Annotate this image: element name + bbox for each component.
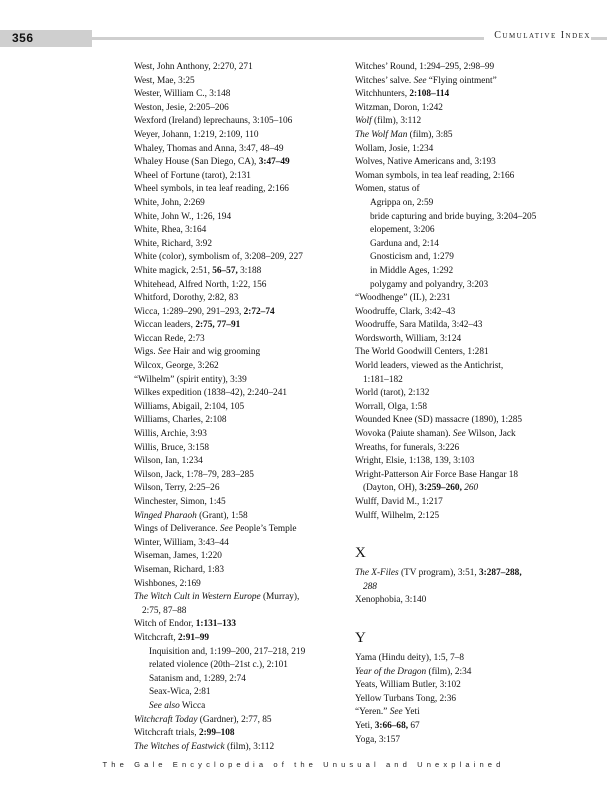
index-entry: Wulff, Wilhelm, 2:125 [355,510,440,521]
index-entry [355,720,591,734]
index-entry [134,306,352,320]
index-entry-part: See [219,524,233,535]
index-entry: Wordsworth, William, 3:124 [355,333,462,344]
index-entry [134,632,352,646]
index-entry: Wexford (Ireland) leprechauns, 3:105–106 [134,116,293,127]
index-entry: Satanism and, 1:289, 2:74 [149,673,246,684]
index-entry-part: (Murray), [260,592,300,603]
index-entry: Witzman, Doron, 1:242 [355,102,443,113]
index-entry: World (tarot), 2:132 [355,388,430,399]
index-entry-part: Hair and wig grooming [170,347,261,358]
index-entry: Wilson, Ian, 1:234 [134,456,203,467]
index-entry: White, John, 2:269 [134,197,205,208]
index-entry-part: Winged Pharaoh [134,510,197,521]
index-entry [355,666,591,680]
index-entry: White (color), symbolism of, 3:208–209, 227 [134,252,303,263]
index-entry-part: Wiccan leaders, [134,320,196,331]
index-entry: Whaley, Thomas and Anna, 3:47, 48–49 [134,143,284,154]
index-entry-part: Wilson, Jack [465,429,516,440]
page-header [0,30,607,47]
index-entry: Wollam, Josie, 1:234 [355,143,434,154]
index-entry: elopement, 3:206 [370,225,435,236]
index-entry [355,567,591,581]
section-title: Cumulative Index [484,30,591,41]
index-entry [134,714,352,728]
index-entry-part: The Witches of Eastwick [134,741,225,752]
index-entry: Inquisition and, 1:199–200, 217–218, 219 [149,646,306,657]
index-entry: Woodruffe, Sara Matilda, 3:42–43 [355,320,483,331]
index-entry-part: 2:108–114 [409,89,450,100]
index-entry: Wright, Elsie, 1:138, 139, 3:103 [355,456,475,467]
index-entry: Garduna and, 2:14 [370,238,439,249]
index-entry [134,727,352,741]
index-entry-part: White magick, 2:51, [134,265,213,276]
index-entry-part: 260 [464,483,479,494]
index-entry: West, Mae, 3:25 [134,75,195,86]
index-entry: Wounded Knee (SD) massacre (1890), 1:285 [355,415,523,426]
index-entry-part: (Grant), 1:58 [196,510,248,521]
index-entry: 1:181–182 [363,374,403,385]
index-entry: Agrippa on, 2:59 [370,197,434,208]
index-entry [355,428,591,442]
index-entry: Seax-Wica, 2:81 [149,687,211,698]
index-entry: Wolves, Native Americans and, 3:193 [355,157,496,168]
page-number: 356 [12,31,34,45]
index-entry: Wulff, David M., 1:217 [355,497,443,507]
index-entry [134,319,352,333]
index-entry: in Middle Ages, 1:292 [370,265,454,276]
index-entry: Gnosticism and, 1:279 [370,252,454,263]
index-column-left [134,61,352,754]
index-entry-part: Yeti [402,707,420,718]
index-entry: Willis, Archie, 3:93 [134,429,207,440]
letter-heading: Y [355,629,366,646]
index-entry-part: The Wolf Man [355,129,408,140]
index-entry: Witches’ Round, 1:294–295, 2:98–99 [355,62,495,72]
index-entry: Williams, Charles, 2:108 [134,415,227,426]
index-entry-part: Witch of Endor, [134,619,196,630]
index-entry [355,129,591,143]
index-entry-part: 3:259–260, [419,483,462,494]
running-footer: The Gale Encyclopedia of the Unusual and Unexplained [102,760,505,769]
index-entry: Wiccan Rede, 2:73 [134,333,205,344]
index-entry: Wheel of Fortune (tarot), 2:131 [134,170,251,181]
index-entry-part: Wovoka (Paiute shaman). [355,429,453,440]
index-entry: Women, status of [355,184,420,195]
index-entry-part: 2:72–74 [243,306,275,317]
index-entry: Wilson, Terry, 2:25–26 [134,483,220,494]
index-entry: White, Rhea, 3:164 [134,225,207,236]
index-entry-part: 3:66–68, [374,720,409,731]
index-entry: Xenophobia, 3:140 [355,595,427,606]
index-entry: Woodruffe, Clark, 3:42–43 [355,306,456,317]
index-entry: Yeats, William Butler, 3:102 [355,680,461,691]
index-entry: polygamy and polyandry, 3:203 [370,279,489,290]
index-entry: “Wilhelm” (spirit entity), 3:39 [134,374,247,385]
index-entry: Yellow Turbans Tong, 2:36 [355,693,457,704]
index-entry-part: 67 [408,720,420,731]
index-entry: Winter, William, 3:43–44 [134,537,229,548]
index-entry [134,741,352,755]
index-entry: Wilkes expedition (1838–42), 2:240–241 [134,388,288,399]
index-entry-part: 3:188 [237,265,262,276]
index-entry: “Woodhenge” (IL), 2:231 [355,293,451,304]
index-entry-part: 2:75, 77–91 [195,320,241,331]
index-entry: Weyer, Johann, 1:219, 2:109, 110 [134,129,259,140]
index-entry [134,265,352,279]
index-entry-part: “Flying ointment” [426,75,497,86]
index-entry: Wilcox, George, 3:262 [134,361,219,372]
index-entry [355,581,591,595]
index-entry [355,88,591,102]
index-entry: Weston, Jesie, 2:205–206 [134,102,229,113]
index-entry: The World Goodwill Centers, 1:281 [355,347,489,358]
index-entry: Whitehead, Alfred North, 1:22, 156 [134,279,267,290]
index-entry-part: See also [149,700,180,711]
index-entry: Wright-Patterson Air Force Base Hangar 18 [355,469,519,480]
index-entry [134,156,352,170]
index-entry: related violence (20th–21st c.), 2:101 [149,660,288,671]
index-entry: bride capturing and bride buying, 3:204–205 [370,211,537,222]
index-entry-part: See [389,707,403,718]
index-entry-part: The X-Files [355,568,399,579]
index-entry: Wiseman, James, 1:220 [134,551,222,562]
index-entry: Williams, Abigail, 2:104, 105 [134,401,245,412]
page-number-tab [0,30,92,47]
index-entry: World leaders, viewed as the Antichrist, [355,361,504,372]
index-entry-part: (film), 3:85 [407,129,453,140]
index-entry-part: Whaley House (San Diego, CA), [134,157,259,168]
index-entry-part: Wolf [355,116,372,127]
index-entry-part: Wicca, 1:289–290, 291–293, [134,306,244,317]
index-entry-part: 1:131–133 [195,619,237,630]
letter-heading: X [355,545,366,562]
index-entry [355,115,591,129]
index-entry: Wheel symbols, in tea leaf reading, 2:166 [134,184,289,195]
index-entry: 2:75, 87–88 [142,605,187,616]
index-entry [134,618,352,632]
index-entry-part: 3:47–49 [258,157,290,168]
index-entry-part: “Yeren.” [355,707,390,718]
index-entry-part: Witchhunters, [355,89,410,100]
index-entry: White, John W., 1:26, 194 [134,211,232,222]
index-entry-part: See [413,75,427,86]
index-entry: White, Richard, 3:92 [134,238,212,249]
index-entry-part: (film), 3:112 [224,741,275,752]
index-entry-part: (Gardner), 2:77, 85 [197,714,272,725]
index-entry-part: (TV program), 3:51, [398,568,480,579]
index-entry-part: The Witch Cult in Western Europe [134,592,261,603]
index-entry-part: Witches’ salve. [355,75,414,86]
index-entry-part: Wings of Deliverance. [134,524,220,535]
index-entry [134,346,352,360]
index-entry-part: People’s Temple [232,524,297,535]
index-entry-part: See [452,429,466,440]
index-entry: West, John Anthony, 2:270, 271 [134,62,253,72]
index-entry: Winchester, Simon, 1:45 [134,497,226,507]
index-entry-part: Wigs. [134,347,158,358]
index-entry [134,591,352,605]
index-entry-part: 2:99–108 [198,728,235,739]
index-column-right [355,61,591,747]
index-entry-part: See [157,347,171,358]
index-entry-part: Witchcraft, [134,632,179,643]
index-entry-part: Wicca [179,700,206,711]
index-entry: Woman symbols, in tea leaf reading, 2:166 [355,170,515,181]
index-entry: Wishbones, 2:169 [134,578,201,589]
index-entry: Willis, Bruce, 3:158 [134,442,210,453]
index-entry-part: Witchcraft trials, [134,728,199,739]
index-entry: Wreaths, for funerals, 3:226 [355,442,460,453]
index-entry: Wilson, Jack, 1:78–79, 283–285 [134,469,254,480]
index-entry-part: Yeti, [355,720,375,731]
index-entry [355,706,591,720]
index-entry-part: 56–57, [212,265,238,276]
index-entry-part: (Dayton, OH), [363,483,420,494]
index-entry [134,523,352,537]
index-entry-part: (film), 3:112 [371,116,422,127]
index-entry: Wiseman, Richard, 1:83 [134,564,224,575]
index-entry: Wester, William C., 3:148 [134,89,231,100]
index-entry [355,482,591,496]
index-entry-part: 288 [363,581,377,592]
index-entry-part: (film), 2:34 [426,666,472,677]
index-entry-part: Witchcraft Today [134,714,198,725]
index-entry: Yoga, 3:157 [355,734,401,745]
index-entry: Worrall, Olga, 1:58 [355,401,428,412]
index-entry [355,75,591,89]
index-entry [134,510,352,524]
index-entry [134,700,352,714]
index-entry-part: 2:91–99 [178,632,210,643]
index-entry: Whitford, Dorothy, 2:82, 83 [134,293,239,304]
index-entry: Yama (Hindu deity), 1:5, 7–8 [355,652,465,663]
index-entry-part: Year of the Dragon [355,666,427,677]
index-entry-part: 3:287–288, [479,568,522,579]
